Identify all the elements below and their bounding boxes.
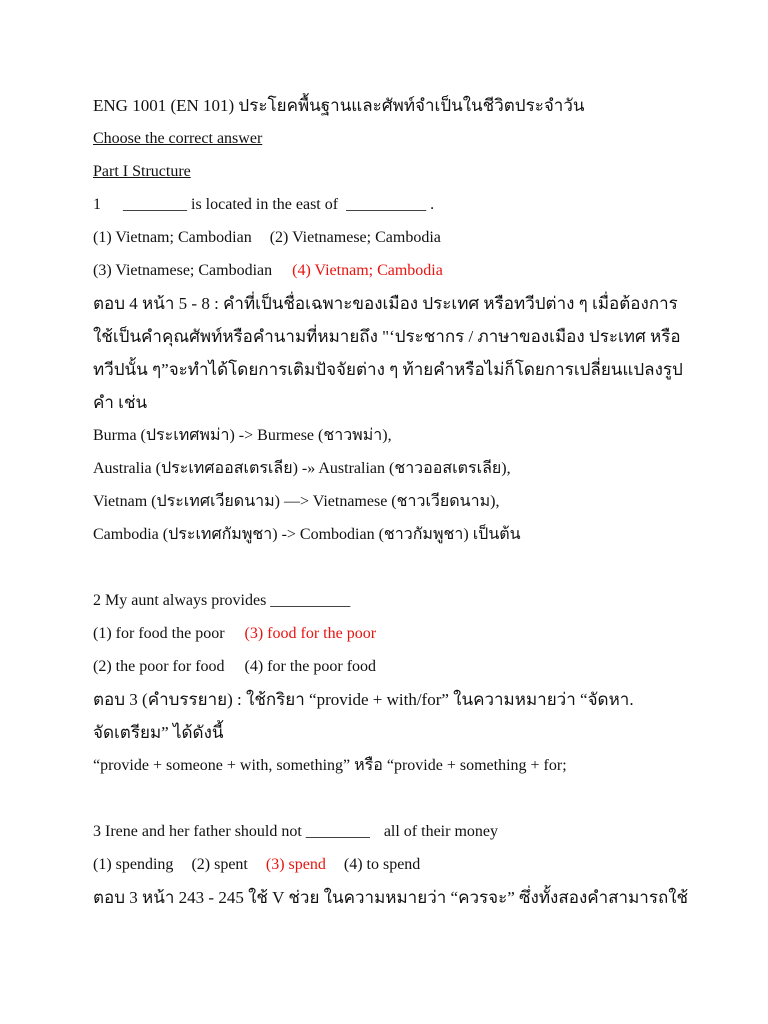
option: (4) to spend [343,856,421,873]
option: (1) spending [93,856,174,873]
explanation-line: ใช้เป็นคำคุณศัพท์หรือคำนามที่หมายถึง "‘ประชากร / ภาษาของเมือง ประเทศ หรือ [93,327,681,346]
instruction-text: Choose the correct answer [93,130,263,147]
paragraph-spacer [93,554,733,587]
option: (1) for food the poor [93,625,225,642]
explanation-line: ตอบ 4 หน้า 5 - 8 : คำที่เป็นชื่อเฉพาะของเมือง ประเทศ หรือทวีปต่าง ๆ เมื่อต้องการ [93,294,678,313]
example-line: Vietnam (ประเทศเวียดนาม) —> Vietnamese (ชาวเวียดนาม), [93,493,500,510]
question-2-stem: 2 My aunt always provides __________ [93,592,351,609]
option: (2) the poor for food [93,658,225,675]
explanation-line: “provide + someone + with, something” หรือ “provide + something + for; [93,757,567,774]
question-1-options-row-1 [93,224,733,257]
correct-option: (3) food for the poor [244,625,377,642]
correct-option: (3) spend [265,856,326,873]
question-3-stem [93,818,733,851]
option: (2) spent [191,856,248,873]
question-2-options-row-1 [93,620,733,653]
example-line: Australia (ประเทศออสเตรเลีย) -» Australian (ชาวออสเตรเลีย), [93,460,511,477]
document-page [93,92,733,917]
part-heading: Part I Structure [93,163,191,180]
explanation-line: ตอบ 3 หน้า 243 - 245 ใช้ V ช่วย ในความหมายว่า “ควรจะ” ซึ่งทั้งสองคำสามารถใช้ [93,888,689,907]
explanation-line: ตอบ 3 (คำบรรยาย) : ใช้กริยา “provide + with/for” ในความหมายว่า “จัดหา. [93,690,634,709]
explanation-line: คำ เช่น [93,393,148,412]
correct-option: (4) Vietnam; Cambodia [292,262,443,279]
question-1-options-row-2 [93,257,733,290]
question-3-options [93,851,733,884]
question-stem-part: __________ . [346,196,435,213]
question-stem-part: 3 Irene and her father should not ________ [93,823,370,840]
option: (4) for the poor food [244,658,377,675]
question-1-stem [93,191,733,224]
question-stem-part: all of their money [383,823,498,840]
question-stem-part: ________ is located in the east of [123,196,339,213]
explanation-line: ทวีปนั้น ๆ”จะทำได้โดยการเติมปัจจัยต่าง ๆ ท้ายคำหรือไม่ก็โดยการเปลี่ยนแปลงรูป [93,360,683,379]
option: (1) Vietnam; Cambodian [93,229,252,246]
example-line: Burma (ประเทศพม่า) -> Burmese (ชาวพม่า), [93,427,392,444]
paragraph-spacer [93,785,733,818]
explanation-line: จัดเตรียม” ได้ดังนี้ [93,723,224,742]
option: (2) Vietnamese; Cambodia [269,229,441,246]
document-title: ENG 1001 (EN 101) ประโยคพื้นฐานและศัพท์จำเป็นในชีวิตประจำวัน [93,96,585,115]
question-2-options-row-2 [93,653,733,686]
question-number: 1 [93,196,101,213]
example-line: Cambodia (ประเทศกัมพูชา) -> Combodian (ชาวกัมพูชา) เป็นต้น [93,526,521,543]
option: (3) Vietnamese; Cambodian [93,262,273,279]
